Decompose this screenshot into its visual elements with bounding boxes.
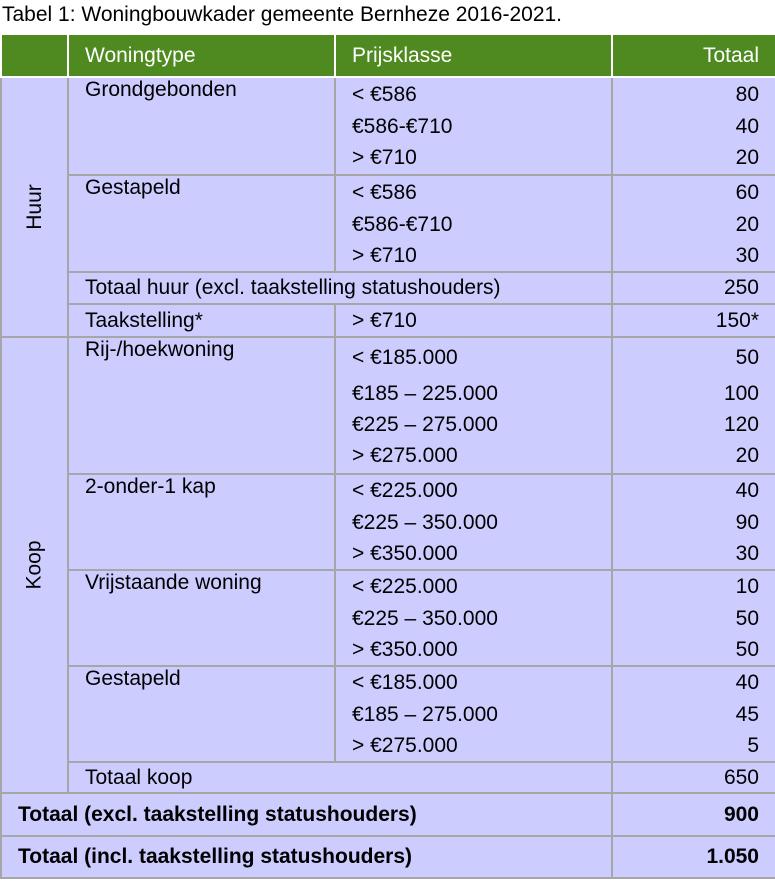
grand-total-row-excl [1,793,775,836]
subtotal-value: 250 [612,272,775,304]
header-row [1,34,775,77]
header-blank-cell [1,34,68,77]
table-row [1,77,775,175]
subtotal-label: Totaal huur (excl. taakstelling statushouders) [68,272,612,304]
totaal-cell: 80 40 20 [612,77,775,175]
grand-total-row-incl [1,836,775,878]
header-prijsklasse: Prijsklasse [335,34,612,77]
grand-total-value: 900 [612,793,775,836]
housing-table [0,33,775,879]
group-label-huur: Huur [1,77,68,337]
prijsklasse-cell: < €185.000 €185 – 225.000 €225 – 275.000 > €275.000 [335,337,612,474]
table-row [1,175,775,272]
grand-total-label: Totaal (incl. taakstelling statushouders) [1,836,612,878]
prijsklasse-cell: < €586 €586-€710 > €710 [335,175,612,272]
table-caption: Tabel 1: Woningbouwkader gemeente Bernheze 2016-2021. [2,3,563,26]
woningtype-cell: Taakstelling* [68,304,335,337]
table-row [1,666,775,762]
subtotal-row-koop [1,762,775,793]
totaal-cell: 50 100 120 20 [612,337,775,474]
table-row [1,570,775,666]
subtotal-label: Totaal koop [68,762,612,793]
totaal-cell: 60 20 30 [612,175,775,272]
prijsklasse-cell: < €225.000 €225 – 350.000 > €350.000 [335,474,612,570]
totaal-cell: 10 50 50 [612,570,775,666]
prijsklasse-cell: < €185.000 €185 – 275.000 > €275.000 [335,666,612,762]
table-row [1,474,775,570]
group-label-koop: Koop [1,337,68,793]
subtotal-row-huur [1,272,775,304]
woningtype-cell: Rij-/hoekwoning [68,337,335,474]
header-woningtype: Woningtype [68,34,335,77]
totaal-cell: 150* [612,304,775,337]
prijsklasse-cell: > €710 [335,304,612,337]
header-totaal: Totaal [612,34,775,77]
woningtype-cell: Gestapeld [68,175,335,272]
woningtype-cell: Grondgebonden [68,77,335,175]
woningtype-cell: Vrijstaande woning [68,570,335,666]
table-row [1,337,775,474]
grand-total-label: Totaal (excl. taakstelling statushouders) [1,793,612,836]
prijsklasse-cell: < €586 €586-€710 > €710 [335,77,612,175]
woningtype-cell: Gestapeld [68,666,335,762]
prijsklasse-cell: < €225.000 €225 – 350.000 > €350.000 [335,570,612,666]
totaal-cell: 40 90 30 [612,474,775,570]
grand-total-value: 1.050 [612,836,775,878]
woningtype-cell: 2-onder-1 kap [68,474,335,570]
taakstelling-row [1,304,775,337]
subtotal-value: 650 [612,762,775,793]
totaal-cell: 40 45 5 [612,666,775,762]
